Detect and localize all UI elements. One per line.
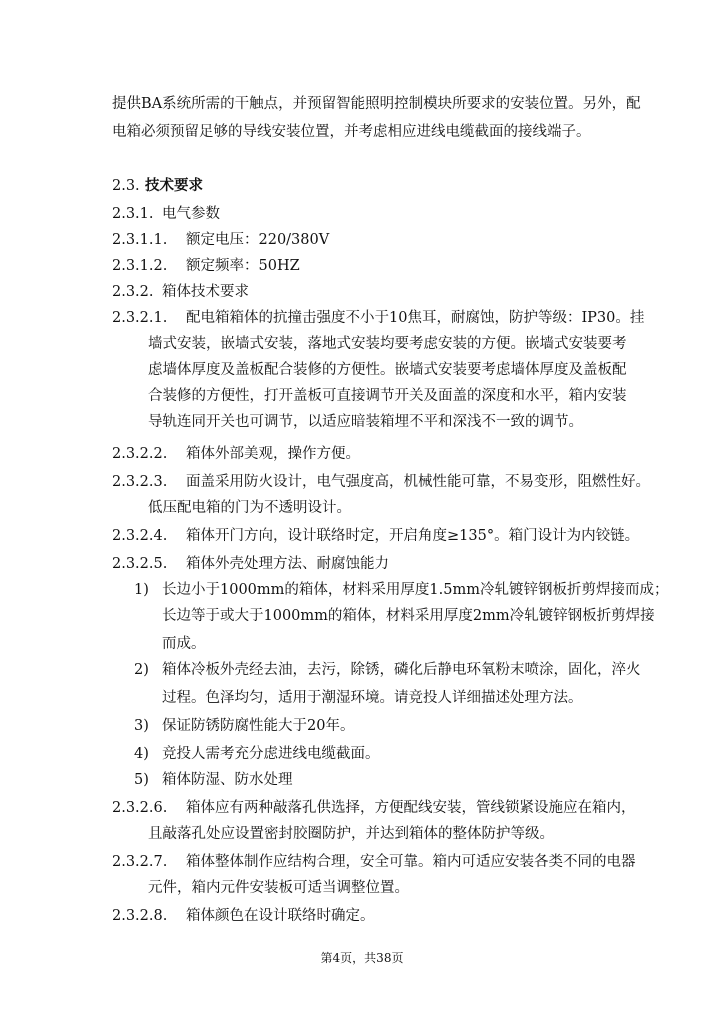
clause-number: 2.3.2.6. bbox=[112, 800, 168, 816]
subsection-title: 电气参数 bbox=[162, 206, 220, 222]
section-number: 2.3. bbox=[112, 178, 140, 194]
clause-text: 配电箱箱体的抗撞击强度不小于10焦耳，耐腐蚀，防护等级：IP30。挂 bbox=[186, 310, 645, 326]
clause-text: 箱体外部美观，操作方便。 bbox=[186, 446, 360, 462]
list-item-number: 5) bbox=[134, 772, 149, 788]
list-item-text: 过程。色泽均匀，适用于潮湿环境。请竞投人详细描述处理方法。 bbox=[162, 690, 583, 706]
clause-text-cont: 虑墙体厚度及盖板配合装修的方便性。嵌墙式安装要考虑墙体厚度及盖板配 bbox=[148, 362, 627, 378]
clause-number: 2.3.2.1. bbox=[112, 310, 168, 326]
subsection-number: 2.3.2. bbox=[112, 284, 154, 300]
clause-number: 2.3.2.4. bbox=[112, 528, 168, 544]
list-item-text: 箱体冷板外壳经去油，去污，除锈，磷化后静电环氧粉末喷涂，固化，淬火 bbox=[162, 662, 641, 678]
section-title: 技术要求 bbox=[145, 177, 203, 194]
clause-number: 2.3.2.5. bbox=[112, 556, 168, 572]
subsection-title: 箱体技术要求 bbox=[162, 284, 249, 300]
clause-number: 2.3.2.7. bbox=[112, 854, 168, 870]
clause-text: 额定频率：50HZ bbox=[186, 258, 300, 274]
list-item-text: 竞投人需考充分虑进线电缆截面。 bbox=[162, 746, 380, 762]
clause-text: 额定电压：220/380V bbox=[186, 232, 330, 248]
list-item-number: 2) bbox=[134, 662, 149, 678]
clause-text: 面盖采用防火设计，电气强度高，机械性能可靠，不易变形，阻燃性好。 bbox=[186, 474, 650, 490]
clause-text: 箱体应有两种敲落孔供选择，方便配线安装，管线锁紧设施应在箱内， bbox=[186, 800, 636, 816]
clause-number: 2.3.2.8. bbox=[112, 908, 168, 924]
clause-text-cont: 导轨连同开关也可调节，以适应暗装箱埋不平和深浅不一致的调节。 bbox=[148, 414, 583, 430]
list-item-text: 保证防锈防腐性能大于20年。 bbox=[162, 718, 355, 734]
clause-text-cont: 元件，箱内元件安装板可适当调整位置。 bbox=[148, 880, 409, 896]
clause-number: 2.3.2.3. bbox=[112, 474, 168, 490]
intro-line-2: 电箱必须预留足够的导线安装位置，并考虑相应进线电缆截面的接线端子。 bbox=[112, 124, 591, 140]
list-item-text: 长边小于1000mm的箱体，材料采用厚度1.5mm冷轧镀锌钢板折剪焊接而成； bbox=[162, 582, 669, 598]
intro-line-1: 提供BA系统所需的干触点，并预留智能照明控制模块所要求的安装位置。另外，配 bbox=[112, 96, 641, 112]
clause-text: 箱体整体制作应结构合理，安全可靠。箱内可适应安装各类不同的电器 bbox=[186, 854, 636, 870]
subsection-number: 2.3.1. bbox=[112, 206, 154, 222]
clause-text-cont: 墙式安装，嵌墙式安装，落地式安装均要考虑安装的方便。嵌墙式安装要考 bbox=[148, 336, 627, 352]
clause-number: 2.3.1.1. bbox=[112, 232, 168, 248]
clause-text-cont: 低压配电箱的门为不透明设计。 bbox=[148, 500, 351, 516]
list-item-text: 而成。 bbox=[162, 636, 206, 652]
list-item-text: 箱体防湿、防水处理 bbox=[162, 772, 293, 788]
clause-text-cont: 合装修的方便性，打开盖板可直接调节开关及面盖的深度和水平，箱内安装 bbox=[148, 388, 627, 404]
list-item-number: 1) bbox=[134, 582, 149, 598]
clause-number: 2.3.2.2. bbox=[112, 446, 168, 462]
clause-text: 箱体颜色在设计联络时确定。 bbox=[186, 908, 375, 924]
list-item-number: 4) bbox=[134, 746, 149, 762]
list-item-text: 长边等于或大于1000mm的箱体，材料采用厚度2mm冷轧镀锌钢板折剪焊接 bbox=[162, 608, 655, 624]
clause-number: 2.3.1.2. bbox=[112, 258, 168, 274]
clause-text: 箱体外壳处理方法、耐腐蚀能力 bbox=[186, 556, 389, 572]
list-item-number: 3) bbox=[134, 718, 149, 734]
clause-text-cont: 且敲落孔处应设置密封胶圈防护，并达到箱体的整体防护等级。 bbox=[148, 826, 554, 842]
page-footer: 第4页，共38页 bbox=[320, 951, 404, 965]
clause-text: 箱体开门方向，设计联络时定，开启角度≥135°。箱门设计为内铰链。 bbox=[186, 528, 640, 544]
